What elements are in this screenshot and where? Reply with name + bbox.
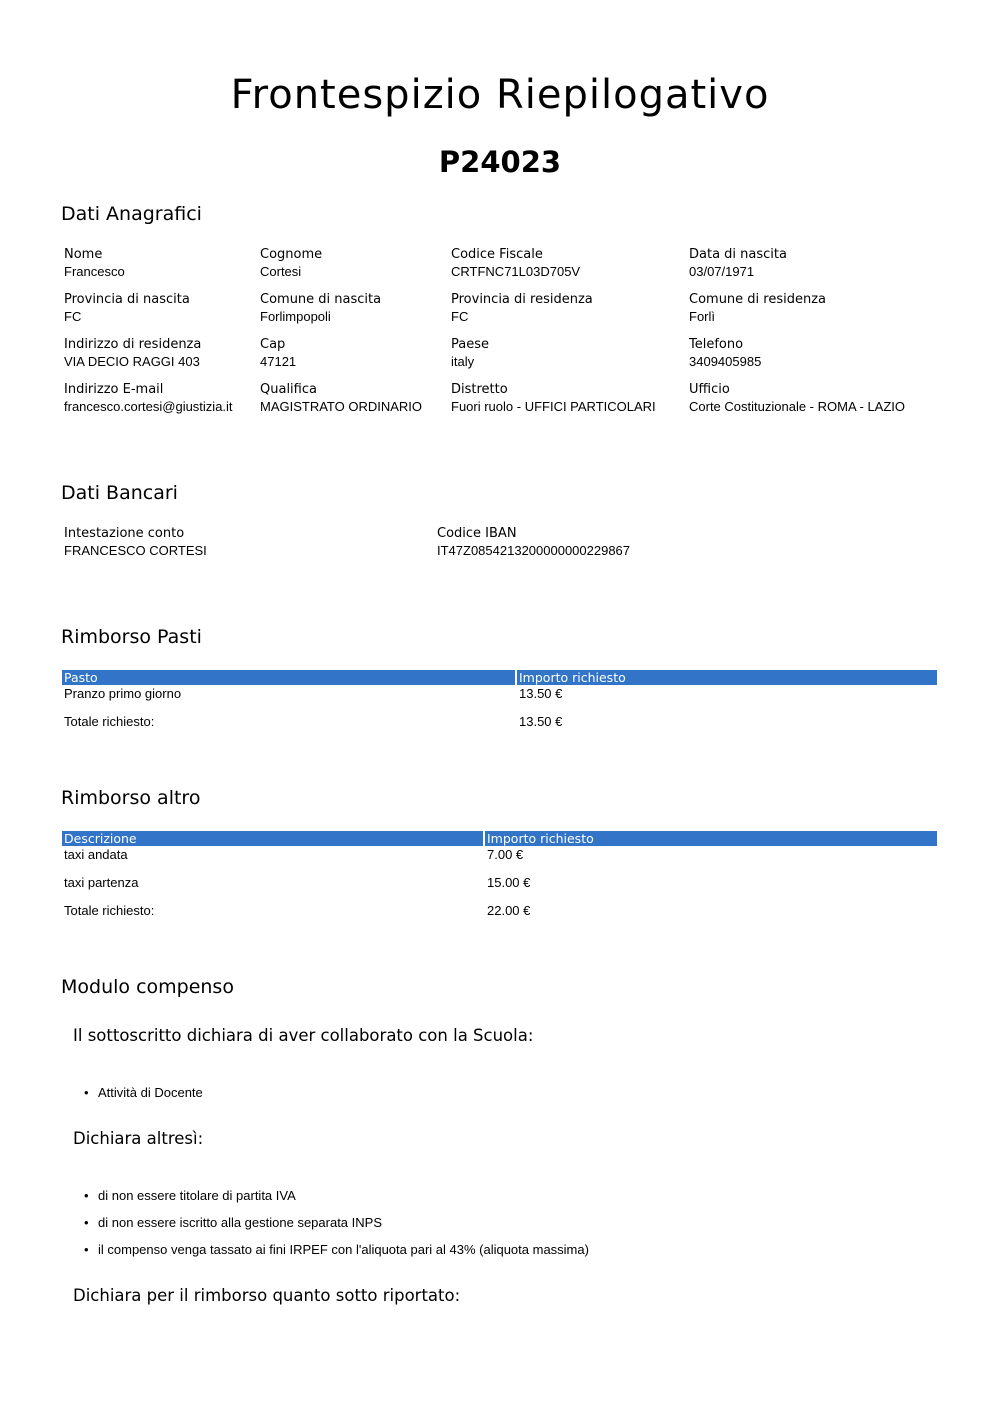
pasti-table <box>62 670 937 741</box>
field-label: Provincia di residenza <box>451 292 593 307</box>
field-value: FC <box>64 309 82 324</box>
table-cell: 15.00 € <box>487 875 531 890</box>
field-intestazione-conto <box>64 525 207 559</box>
field-label: Nome <box>64 247 103 262</box>
field-value: FRANCESCO CORTESI <box>64 543 207 558</box>
field-label: Codice Fiscale <box>451 247 543 262</box>
bullet-icon: • <box>84 1215 89 1230</box>
page-title: Frontespizio Riepilogativo <box>230 72 770 118</box>
table-cell: Totale richiesto: <box>64 903 155 918</box>
table-cell: taxi andata <box>64 847 128 862</box>
field-value: 47121 <box>260 354 297 369</box>
field-label: Indirizzo di residenza <box>64 337 202 352</box>
field-value: IT47Z0854213200000000229867 <box>437 543 631 558</box>
column-header: Pasto <box>62 670 515 685</box>
column-header: Descrizione <box>62 831 483 846</box>
field-label: Provincia di nascita <box>64 292 190 307</box>
list-item-text: di non essere titolare di partita IVA <box>98 1188 296 1203</box>
table-cell: Totale richiesto: <box>64 714 155 729</box>
field-label: Codice IBAN <box>437 526 517 541</box>
field-value: Fuori ruolo - UFFICI PARTICOLARI <box>451 399 656 414</box>
list-item-text: il compenso venga tassato ai fini IRPEF con l'aliquota pari al 43% (aliquota massima) <box>98 1242 589 1257</box>
section-title-altro: Rimborso altro <box>61 787 201 809</box>
field-label: Distretto <box>451 382 508 397</box>
field-data-nascita <box>689 246 787 280</box>
field-value: 3409405985 <box>689 354 762 369</box>
request-code: P24023 <box>438 145 562 179</box>
list-item-text: Attività di Docente <box>98 1085 203 1100</box>
column-header: Importo richiesto <box>485 831 937 846</box>
table-header <box>62 670 937 685</box>
field-comune-nascita <box>260 291 381 325</box>
field-value: CRTFNC71L03D705V <box>451 264 581 279</box>
field-label: Intestazione conto <box>64 526 185 541</box>
field-value: 03/07/1971 <box>689 264 755 279</box>
field-value: Forlimpopoli <box>260 309 331 324</box>
field-value: VIA DECIO RAGGI 403 <box>64 354 200 369</box>
table-row-total <box>62 713 937 741</box>
field-label: Data di nascita <box>689 247 787 262</box>
list-item <box>84 1084 203 1111</box>
field-codice-fiscale <box>451 246 580 280</box>
altresi-heading: Dichiara altresì: <box>73 1129 204 1148</box>
field-label: Comune di nascita <box>260 292 382 307</box>
rimborso-heading: Dichiara per il rimborso quanto sotto riportato: <box>73 1286 461 1305</box>
column-header: Importo richiesto <box>517 670 937 685</box>
table-cell: 13.50 € <box>519 686 563 701</box>
altro-table <box>62 831 937 930</box>
list-item-text: di non essere iscritto alla gestione separata INPS <box>98 1215 382 1230</box>
field-label: Cap <box>260 337 286 352</box>
table-cell: Pranzo primo giorno <box>64 686 182 701</box>
list-item <box>84 1214 589 1241</box>
field-telefono <box>689 336 761 370</box>
field-value: FC <box>451 309 469 324</box>
table-row-total <box>62 902 937 930</box>
field-label: Telefono <box>689 337 744 352</box>
field-cap <box>260 336 296 370</box>
bullet-icon: • <box>84 1242 89 1257</box>
field-ufficio <box>689 381 905 415</box>
table-cell: 22.00 € <box>487 903 531 918</box>
table-row <box>62 874 937 902</box>
field-provincia-residenza <box>451 291 593 325</box>
activities-list <box>84 1084 203 1111</box>
field-value: Francesco <box>64 264 125 279</box>
field-provincia-nascita <box>64 291 190 325</box>
section-title-compenso: Modulo compenso <box>61 976 234 998</box>
table-cell: 13.50 € <box>519 714 563 729</box>
section-title-pasti: Rimborso Pasti <box>61 626 202 648</box>
field-qualifica <box>260 381 422 415</box>
field-label: Comune di residenza <box>689 292 827 307</box>
list-item <box>84 1241 589 1268</box>
field-distretto <box>451 381 656 415</box>
field-indirizzo-residenza <box>64 336 201 370</box>
field-cognome <box>260 246 322 280</box>
field-value: Forlì <box>689 309 715 324</box>
table-row <box>62 685 937 713</box>
section-title-bancari: Dati Bancari <box>61 482 178 504</box>
bullet-icon: • <box>84 1188 89 1203</box>
field-email <box>64 381 233 415</box>
bullet-icon: • <box>84 1085 89 1100</box>
table-cell: 7.00 € <box>487 847 524 862</box>
field-paese <box>451 336 489 370</box>
field-value: francesco.cortesi@giustizia.it <box>64 399 233 414</box>
list-item <box>84 1187 589 1214</box>
field-label: Qualifica <box>260 382 317 397</box>
field-nome <box>64 246 125 280</box>
field-value: italy <box>451 354 475 369</box>
table-cell: taxi partenza <box>64 875 139 890</box>
compenso-intro: Il sottoscritto dichiara di aver collaborato con la Scuola: <box>73 1026 534 1045</box>
field-label: Ufficio <box>689 382 730 397</box>
section-title-anagrafici: Dati Anagrafici <box>61 203 202 225</box>
field-label: Indirizzo E-mail <box>64 382 164 397</box>
field-label: Paese <box>451 337 489 352</box>
field-value: Corte Costituzionale - ROMA - LAZIO <box>689 399 906 414</box>
table-header <box>62 831 937 846</box>
field-value: MAGISTRATO ORDINARIO <box>260 399 423 414</box>
field-codice-iban <box>437 525 630 559</box>
field-value: Cortesi <box>260 264 302 279</box>
field-comune-residenza <box>689 291 826 325</box>
declarations-list <box>84 1187 589 1268</box>
table-row <box>62 846 937 874</box>
field-label: Cognome <box>260 247 323 262</box>
